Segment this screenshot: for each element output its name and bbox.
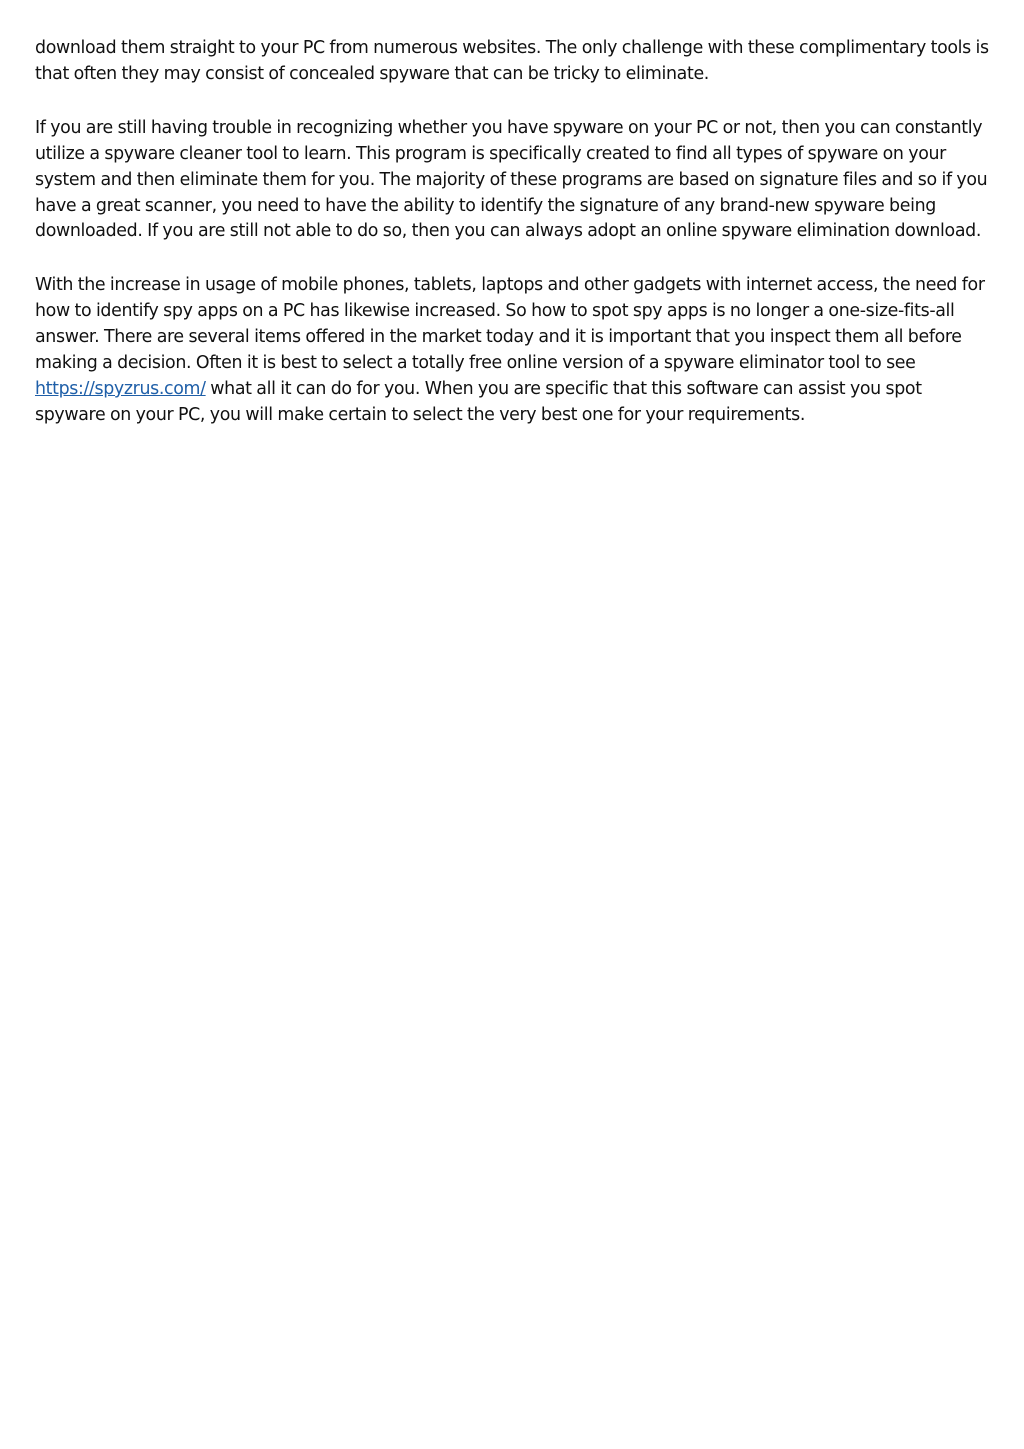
paragraph-download-tools: download them straight to your PC from numerous websites. The only challenge with these complimentary tools is that often they may consist of concealed spyware that can be tricky to eliminate. [35, 38, 989, 84]
paragraph-spyware-cleaner: If you are still having trouble in recognizing whether you have spyware on your PC or not, then you can constantly utilize a spyware cleaner tool to learn. This program is specifically created to find all types of spyware on your system and then eliminate them for you. The majority of these programs are based on signature files and so if you have a great scanner, you need to have the ability to identify the signature of any brand-new spyware being downloaded. If you are still not able to do so, then you can always adopt an online spyware elimination download. [35, 117, 988, 242]
spyzrus-link[interactable]: https://spyzrus.com/ [35, 378, 206, 399]
paragraph-spy-apps-text-start: With the increase in usage of mobile phones, tablets, laptops and other gadgets with internet access, the need for how to identify spy apps on a PC has likewise increased. So how to spot spy apps is no longer a one-size-fits-all answer. There are several items offered in the market today and it is important that you inspect them all before making a decision. Often it is best to select a totally free online version of a spyware eliminator tool to see [35, 275, 985, 374]
paragraph-spy-apps [35, 273, 995, 428]
paragraph-spy-apps-text-end: what all it can do for you. When you are specific that this software can assist you spot spyware on your PC, you will make certain to select the very best one for your requirements. [35, 378, 922, 425]
document-body [35, 36, 995, 429]
